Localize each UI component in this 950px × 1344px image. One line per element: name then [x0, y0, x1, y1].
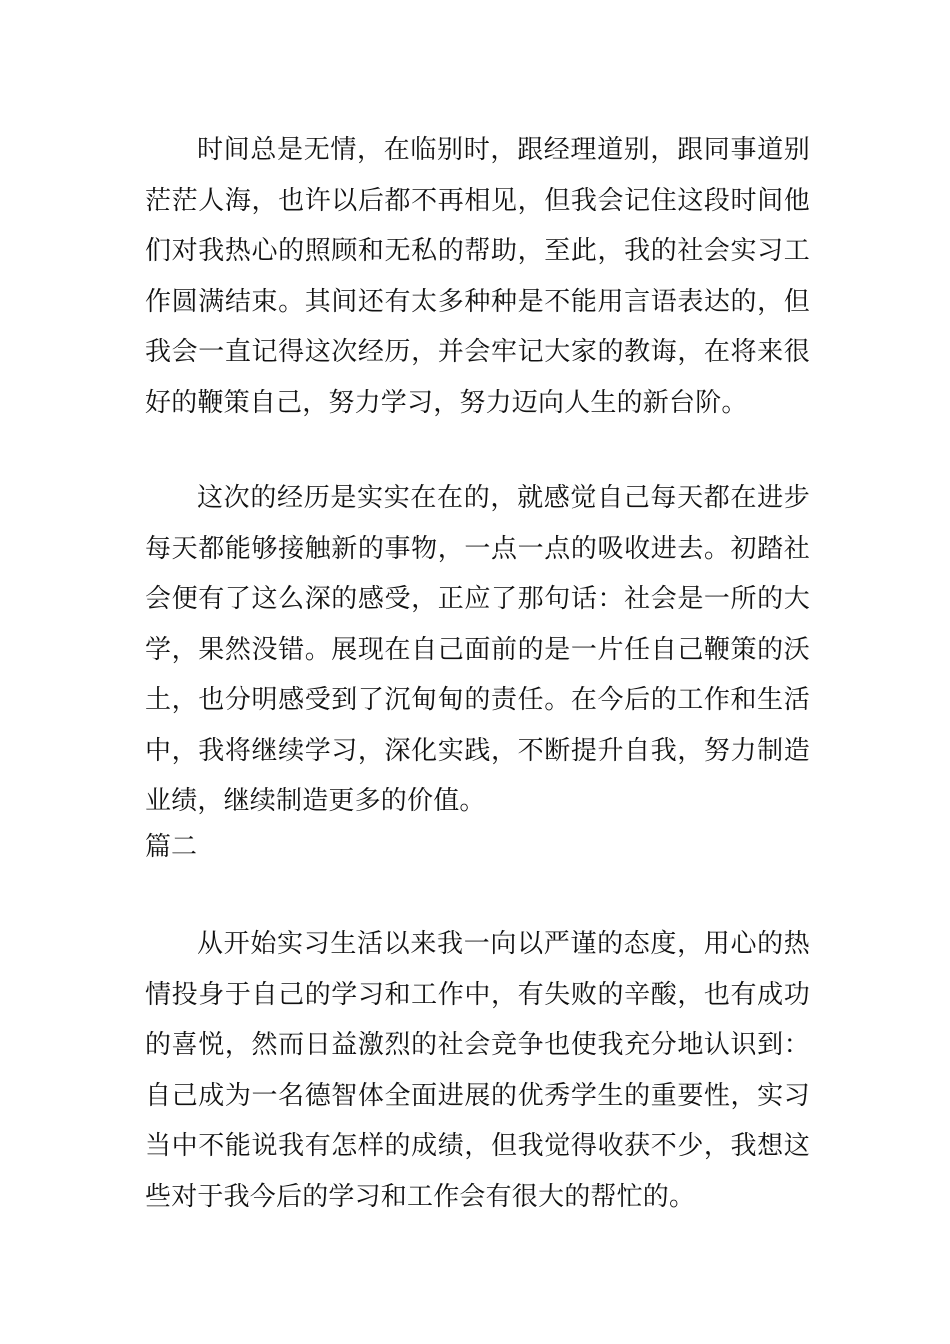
paragraph-experience: 这次的经历是实实在在的，就感觉自己每天都在进步每天都能够接触新的事物，一点一点的吸收进去。初踏社会便有了这么深的感受，正应了那句话：社会是一所的大学，果然没错。展现在自己面前的是一片任自己鞭策的沃土，也分明感受到了沉甸甸的责任。在今后的工作和生活中，我将继续学习，深化实践，不断提升自我，努力制造业绩，继续制造更多的价值。 — [145, 483, 810, 816]
section-heading: 篇二 — [145, 832, 198, 862]
paragraph-farewell: 时间总是无情，在临别时，跟经理道别，跟同事道别茫茫人海，也许以后都不再相见，但我会记住这段时间他们对我热心的照顾和无私的帮助，至此，我的社会实习工作圆满结束。其间还有太多种种是不能用言语表达的，但我会一直记得这次经历，并会牢记大家的教诲，在将来很好的鞭策自己，努力学习，努力迈向人生的新台阶。 — [145, 135, 810, 418]
paragraph-section-two: 从开始实习生活以来我一向以严谨的态度，用心的热情投身于自己的学习和工作中，有失败的辛酸，也有成功的喜悦，然而日益激烈的社会竞争也使我充分地认识到：自己成为一名德智体全面进展的优秀学生的重要性，实习当中不能说我有怎样的成绩，但我觉得收获不少，我想这些对于我今后的学习和工作会有很大的帮忙的。 — [145, 929, 810, 1212]
